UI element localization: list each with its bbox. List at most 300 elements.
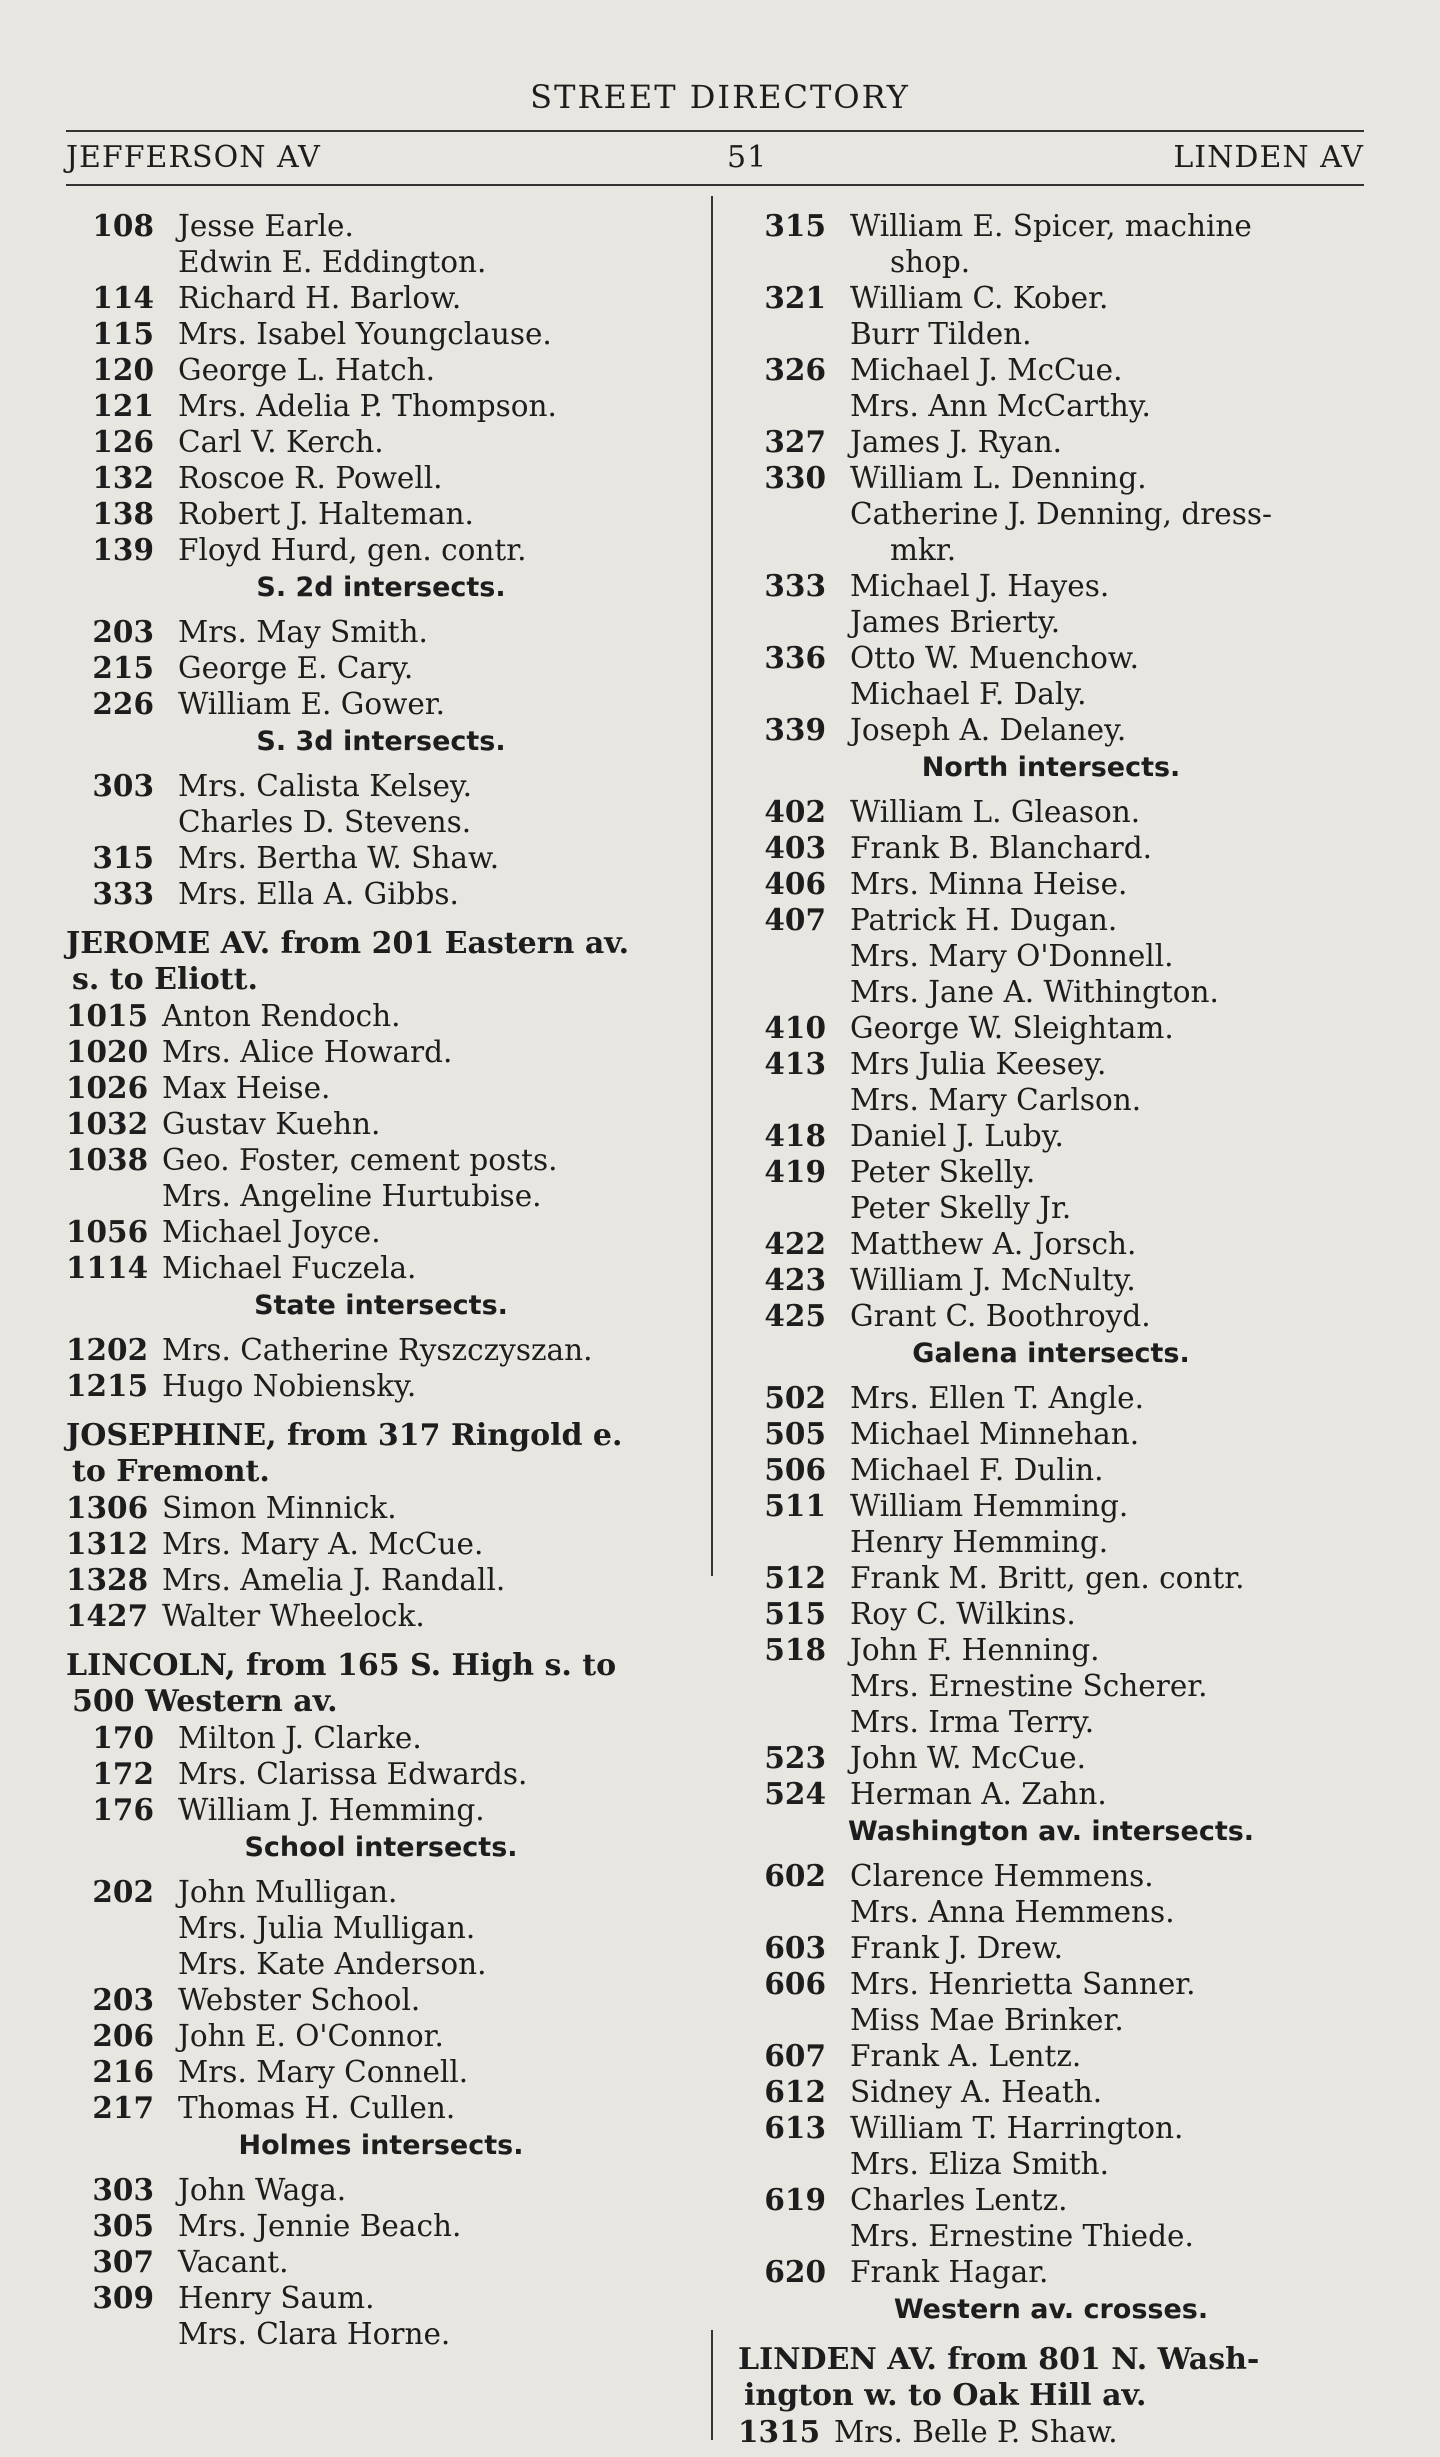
house-number: 511 bbox=[764, 1488, 826, 1523]
house-number: 518 bbox=[764, 1632, 826, 1667]
house-number: 305 bbox=[92, 2208, 154, 2243]
house-number: 1312 bbox=[66, 1526, 149, 1561]
house-number: 422 bbox=[764, 1226, 826, 1261]
resident-name: Joseph A. Delaney. bbox=[850, 713, 1127, 747]
resident-name: Michael J. Hayes. bbox=[850, 569, 1110, 603]
resident-name: Patrick H. Dugan. bbox=[850, 903, 1118, 937]
house-number: 620 bbox=[764, 2254, 826, 2289]
house-number: 215 bbox=[92, 650, 154, 685]
resident-names bbox=[850, 1010, 1364, 1046]
intersection-heading: State intersects. bbox=[254, 1290, 508, 1321]
directory-entry bbox=[738, 460, 1364, 568]
resident-name: Simon Minnick. bbox=[162, 1491, 397, 1525]
resident-name: Sidney A. Heath. bbox=[850, 2075, 1103, 2109]
directory-entry bbox=[738, 1010, 1364, 1046]
directory-entry bbox=[66, 1034, 696, 1070]
directory-entry bbox=[66, 876, 696, 912]
house-number: 1306 bbox=[66, 1490, 149, 1525]
directory-entry bbox=[738, 1046, 1364, 1118]
house-number: 172 bbox=[92, 1756, 154, 1791]
resident-name: Henry Saum. bbox=[178, 2281, 375, 2315]
directory-entry bbox=[738, 1560, 1364, 1596]
directory-entry bbox=[66, 1756, 696, 1792]
directory-entry bbox=[738, 1632, 1364, 1740]
street-heading bbox=[66, 1418, 696, 1490]
directory-entry bbox=[738, 208, 1364, 280]
directory-entry bbox=[738, 2414, 1364, 2450]
resident-names bbox=[162, 1332, 696, 1368]
resident-name: William L. Gleason. bbox=[850, 795, 1141, 829]
house-number: 502 bbox=[764, 1380, 826, 1415]
resident-names bbox=[162, 1562, 696, 1598]
resident-name: Michael J. McCue. bbox=[850, 353, 1123, 387]
resident-names bbox=[850, 794, 1364, 830]
house-number: 226 bbox=[92, 686, 154, 721]
resident-name: George L. Hatch. bbox=[178, 353, 436, 387]
house-number: 418 bbox=[764, 1118, 826, 1153]
house-number: 206 bbox=[92, 2018, 154, 2053]
resident-name: Michael Joyce. bbox=[162, 1215, 381, 1249]
resident-name: shop. bbox=[890, 245, 971, 279]
directory-entry bbox=[66, 2090, 696, 2126]
resident-name: Richard H. Barlow. bbox=[178, 281, 462, 315]
house-number: 1202 bbox=[66, 1332, 149, 1367]
directory-entry bbox=[738, 280, 1364, 352]
resident-name: Mrs. Amelia J. Randall. bbox=[162, 1563, 506, 1597]
house-number: 126 bbox=[92, 424, 154, 459]
directory-entry bbox=[66, 2018, 696, 2054]
resident-names bbox=[178, 1792, 696, 1828]
house-number: 612 bbox=[764, 2074, 826, 2109]
directory-entry bbox=[738, 2182, 1364, 2254]
resident-name: Mrs. Ella A. Gibbs. bbox=[178, 877, 459, 911]
directory-entry bbox=[738, 640, 1364, 712]
resident-name: Mrs. Belle P. Shaw. bbox=[834, 2415, 1118, 2449]
resident-name: William T. Harrington. bbox=[850, 2111, 1184, 2145]
intersection-heading: Western av. crosses. bbox=[893, 2294, 1209, 2325]
house-number: 606 bbox=[764, 1966, 826, 2001]
resident-name: Mrs. Calista Kelsey. bbox=[178, 769, 473, 803]
directory-entry bbox=[66, 840, 696, 876]
resident-name: Mrs. May Smith. bbox=[178, 615, 428, 649]
resident-name: Carl V. Kerch. bbox=[178, 425, 384, 459]
resident-name: John E. O'Connor. bbox=[178, 2019, 444, 2053]
resident-names bbox=[850, 1226, 1364, 1262]
directory-entry bbox=[738, 1966, 1364, 2038]
resident-name: Mrs. Isabel Youngclause. bbox=[178, 317, 552, 351]
house-number: 413 bbox=[764, 1046, 826, 1081]
resident-names bbox=[850, 1966, 1364, 2038]
resident-names bbox=[178, 424, 696, 460]
directory-entry bbox=[738, 2110, 1364, 2182]
column-divider bbox=[711, 196, 713, 1576]
resident-names bbox=[178, 650, 696, 686]
resident-name: Matthew A. Jorsch. bbox=[850, 1227, 1137, 1261]
resident-name: Mrs. Eliza Smith. bbox=[850, 2147, 1109, 2181]
resident-names bbox=[850, 1416, 1364, 1452]
resident-name: Roscoe R. Powell. bbox=[178, 461, 443, 495]
directory-entry bbox=[66, 280, 696, 316]
resident-names bbox=[178, 2208, 696, 2244]
street-heading-line: JOSEPHINE, from 317 Ringold e. bbox=[66, 1418, 623, 1453]
resident-names bbox=[850, 1262, 1364, 1298]
resident-names bbox=[850, 208, 1364, 280]
directory-entry bbox=[66, 316, 696, 352]
header-rule-top bbox=[66, 130, 1364, 132]
resident-names bbox=[162, 1106, 696, 1142]
resident-name: John Mulligan. bbox=[178, 1875, 398, 1909]
intersection-heading: North intersects. bbox=[921, 752, 1181, 783]
resident-names bbox=[850, 1298, 1364, 1334]
resident-names bbox=[850, 712, 1364, 748]
resident-names bbox=[850, 1776, 1364, 1812]
resident-names bbox=[850, 1858, 1364, 1930]
resident-name: William L. Denning. bbox=[850, 461, 1147, 495]
house-number: 1328 bbox=[66, 1562, 149, 1597]
resident-name: Mrs. Henrietta Sanner. bbox=[850, 1967, 1196, 2001]
house-number: 330 bbox=[764, 460, 826, 495]
street-heading-line: LINDEN AV. from 801 N. Wash- bbox=[738, 2342, 1260, 2377]
resident-names bbox=[850, 1154, 1364, 1226]
intersection-heading: S. 3d intersects. bbox=[256, 726, 506, 757]
resident-name: Mrs Julia Keesey. bbox=[850, 1047, 1107, 1081]
resident-name: Michael F. Daly. bbox=[850, 677, 1087, 711]
house-number: 1038 bbox=[66, 1142, 149, 1177]
directory-entry bbox=[738, 1298, 1364, 1334]
resident-names bbox=[850, 1596, 1364, 1632]
directory-entry bbox=[738, 424, 1364, 460]
right-column bbox=[738, 208, 1364, 2450]
resident-names bbox=[178, 1874, 696, 1982]
directory-entry bbox=[738, 902, 1364, 1010]
house-number: 1114 bbox=[66, 1250, 149, 1285]
house-number: 1056 bbox=[66, 1214, 149, 1249]
resident-name: Mrs. Ernestine Thiede. bbox=[850, 2219, 1194, 2253]
page-header bbox=[66, 140, 1364, 175]
house-number: 523 bbox=[764, 1740, 826, 1775]
directory-entry bbox=[66, 208, 696, 280]
resident-names bbox=[850, 1632, 1364, 1740]
resident-name: Mrs. Minna Heise. bbox=[850, 867, 1128, 901]
resident-names bbox=[850, 866, 1364, 902]
resident-name: James J. Ryan. bbox=[850, 425, 1062, 459]
resident-names bbox=[850, 1118, 1364, 1154]
resident-names bbox=[162, 1598, 696, 1634]
resident-name: William J. Hemming. bbox=[178, 1793, 485, 1827]
resident-names bbox=[162, 1214, 696, 1250]
resident-name: Mrs. Irma Terry. bbox=[850, 1705, 1095, 1739]
street-heading-line: 500 Western av. bbox=[72, 1684, 338, 1719]
resident-name: Mrs. Anna Hemmens. bbox=[850, 1895, 1175, 1929]
resident-name: Frank M. Britt, gen. contr. bbox=[850, 1561, 1245, 1595]
intersection-heading: Galena intersects. bbox=[912, 1338, 1190, 1369]
resident-name: George E. Cary. bbox=[178, 651, 414, 685]
resident-names bbox=[162, 1070, 696, 1106]
resident-name: Mrs. Kate Anderson. bbox=[178, 1947, 487, 1981]
resident-name: Mrs. Jennie Beach. bbox=[178, 2209, 462, 2243]
directory-entry bbox=[66, 496, 696, 532]
resident-name: Mrs. Clarissa Edwards. bbox=[178, 1757, 528, 1791]
house-number: 607 bbox=[764, 2038, 826, 2073]
header-left-street: JEFFERSON AV bbox=[66, 140, 321, 175]
resident-names bbox=[850, 830, 1364, 866]
directory-entry bbox=[66, 1598, 696, 1634]
resident-names bbox=[850, 902, 1364, 1010]
house-number: 1026 bbox=[66, 1070, 149, 1105]
resident-names bbox=[178, 316, 696, 352]
resident-name: Daniel J. Luby. bbox=[850, 1119, 1064, 1153]
resident-name: George W. Sleightam. bbox=[850, 1011, 1174, 1045]
house-number: 524 bbox=[764, 1776, 826, 1811]
resident-names bbox=[178, 2090, 696, 2126]
resident-names bbox=[178, 2244, 696, 2280]
directory-entry bbox=[66, 1490, 696, 1526]
house-number: 1215 bbox=[66, 1368, 149, 1403]
street-heading-line: s. to Eliott. bbox=[72, 962, 258, 997]
resident-name: Gustav Kuehn. bbox=[162, 1107, 381, 1141]
resident-name: Mrs. Julia Mulligan. bbox=[178, 1911, 476, 1945]
house-number: 303 bbox=[92, 2172, 154, 2207]
resident-names bbox=[850, 2254, 1364, 2290]
resident-names bbox=[850, 1380, 1364, 1416]
resident-names bbox=[178, 876, 696, 912]
directory-entry bbox=[738, 1380, 1364, 1416]
resident-name: Milton J. Clarke. bbox=[178, 1721, 422, 1755]
directory-entry bbox=[738, 712, 1364, 748]
resident-names bbox=[178, 768, 696, 840]
resident-name: Max Heise. bbox=[162, 1071, 331, 1105]
resident-name: Walter Wheelock. bbox=[162, 1599, 425, 1633]
directory-entry bbox=[738, 1488, 1364, 1560]
directory-entry bbox=[66, 2244, 696, 2280]
house-number: 326 bbox=[764, 352, 826, 387]
house-number: 327 bbox=[764, 424, 826, 459]
directory-entry bbox=[738, 1740, 1364, 1776]
resident-name: Mrs. Alice Howard. bbox=[162, 1035, 453, 1069]
directory-entry bbox=[738, 1930, 1364, 1966]
street-heading-line: to Fremont. bbox=[72, 1454, 270, 1489]
resident-names bbox=[178, 280, 696, 316]
house-number: 1032 bbox=[66, 1106, 149, 1141]
directory-entry bbox=[66, 1720, 696, 1756]
house-number: 505 bbox=[764, 1416, 826, 1451]
house-number: 336 bbox=[764, 640, 826, 675]
resident-names bbox=[850, 568, 1364, 640]
resident-names bbox=[850, 424, 1364, 460]
resident-name: Mrs. Catherine Ryszczyszan. bbox=[162, 1333, 593, 1367]
house-number: 217 bbox=[92, 2090, 154, 2125]
street-heading-line: ington w. to Oak Hill av. bbox=[744, 2378, 1147, 2413]
resident-names bbox=[178, 532, 696, 568]
street-heading-line: JEROME AV. from 201 Eastern av. bbox=[66, 926, 630, 961]
resident-names bbox=[162, 998, 696, 1034]
directory-entry bbox=[66, 650, 696, 686]
intersection-heading: Holmes intersects. bbox=[238, 2130, 524, 2161]
directory-entry bbox=[738, 1226, 1364, 1262]
resident-name: Thomas H. Cullen. bbox=[178, 2091, 456, 2125]
header-right-street: LINDEN AV bbox=[1173, 140, 1364, 175]
directory-entry bbox=[738, 830, 1364, 866]
resident-name: Peter Skelly. bbox=[850, 1155, 1036, 1189]
house-number: 203 bbox=[92, 1982, 154, 2017]
directory-entry bbox=[66, 1982, 696, 2018]
resident-names bbox=[178, 1720, 696, 1756]
resident-name: Floyd Hurd, gen. contr. bbox=[178, 533, 527, 567]
directory-entry bbox=[66, 1070, 696, 1106]
house-number: 333 bbox=[764, 568, 826, 603]
house-number: 423 bbox=[764, 1262, 826, 1297]
resident-name: Charles D. Stevens. bbox=[178, 805, 472, 839]
resident-name: Catherine J. Denning, dress- bbox=[850, 497, 1273, 531]
resident-name: Michael Minnehan. bbox=[850, 1417, 1140, 1451]
resident-name: John F. Henning. bbox=[850, 1633, 1100, 1667]
resident-names bbox=[850, 1740, 1364, 1776]
resident-names bbox=[850, 640, 1364, 712]
resident-names bbox=[850, 2074, 1364, 2110]
resident-names bbox=[850, 280, 1364, 352]
resident-names bbox=[850, 1560, 1364, 1596]
resident-names bbox=[162, 1034, 696, 1070]
directory-entry bbox=[738, 2038, 1364, 2074]
directory-entry bbox=[738, 1262, 1364, 1298]
column-divider-lower bbox=[711, 2330, 713, 2440]
resident-name: John Waga. bbox=[178, 2173, 347, 2207]
resident-name: Mrs. Jane A. Withington. bbox=[850, 975, 1219, 1009]
resident-names bbox=[162, 1142, 696, 1214]
resident-names bbox=[178, 840, 696, 876]
house-number: 339 bbox=[764, 712, 826, 747]
resident-name: William Hemming. bbox=[850, 1489, 1129, 1523]
resident-name: Herman A. Zahn. bbox=[850, 1777, 1107, 1811]
resident-names bbox=[178, 686, 696, 722]
directory-entry bbox=[66, 686, 696, 722]
resident-names bbox=[178, 2054, 696, 2090]
resident-name: William E. Gower. bbox=[178, 687, 446, 721]
left-column bbox=[66, 208, 696, 2352]
resident-name: mkr. bbox=[890, 533, 957, 567]
directory-entry bbox=[66, 2208, 696, 2244]
house-number: 121 bbox=[92, 388, 154, 423]
resident-name: Henry Hemming. bbox=[850, 1525, 1109, 1559]
directory-entry bbox=[738, 1452, 1364, 1488]
resident-names bbox=[178, 208, 696, 280]
directory-entry bbox=[738, 1858, 1364, 1930]
resident-name: Frank A. Lentz. bbox=[850, 2039, 1082, 2073]
resident-names bbox=[178, 2172, 696, 2208]
directory-entry bbox=[738, 1118, 1364, 1154]
house-number: 410 bbox=[764, 1010, 826, 1045]
directory-entry bbox=[66, 424, 696, 460]
resident-names bbox=[850, 1488, 1364, 1560]
directory-entry bbox=[738, 2254, 1364, 2290]
house-number: 1427 bbox=[66, 1598, 149, 1633]
resident-name: Mrs. Mary A. McCue. bbox=[162, 1527, 484, 1561]
house-number: 176 bbox=[92, 1792, 154, 1827]
directory-entry bbox=[738, 1416, 1364, 1452]
directory-entry bbox=[66, 1368, 696, 1404]
resident-name: Burr Tilden. bbox=[850, 317, 1032, 351]
resident-name: Roy C. Wilkins. bbox=[850, 1597, 1076, 1631]
resident-name: Webster School. bbox=[178, 1983, 421, 2017]
resident-names bbox=[850, 352, 1364, 424]
directory-entry bbox=[738, 794, 1364, 830]
resident-name: Mrs. Ann McCarthy. bbox=[850, 389, 1151, 423]
resident-name: Mrs. Mary O'Donnell. bbox=[850, 939, 1174, 973]
directory-entry bbox=[66, 1250, 696, 1286]
resident-name: Frank Hagar. bbox=[850, 2255, 1049, 2289]
directory-entry bbox=[66, 1106, 696, 1142]
resident-name: William C. Kober. bbox=[850, 281, 1109, 315]
resident-names bbox=[178, 2018, 696, 2054]
resident-name: Mrs. Angeline Hurtubise. bbox=[162, 1179, 542, 1213]
directory-entry bbox=[738, 1596, 1364, 1632]
house-number: 619 bbox=[764, 2182, 826, 2217]
directory-entry bbox=[738, 568, 1364, 640]
resident-names bbox=[178, 614, 696, 650]
resident-name: Mrs. Bertha W. Shaw. bbox=[178, 841, 500, 875]
house-number: 403 bbox=[764, 830, 826, 865]
house-number: 333 bbox=[92, 876, 154, 911]
house-number: 506 bbox=[764, 1452, 826, 1487]
directory-entry bbox=[738, 1154, 1364, 1226]
directory-entry bbox=[66, 2054, 696, 2090]
house-number: 419 bbox=[764, 1154, 826, 1189]
directory-entry bbox=[66, 1142, 696, 1214]
house-number: 1015 bbox=[66, 998, 149, 1033]
house-number: 603 bbox=[764, 1930, 826, 1965]
house-number: 203 bbox=[92, 614, 154, 649]
directory-entry bbox=[66, 2280, 696, 2352]
directory-entry bbox=[66, 998, 696, 1034]
intersection-heading: School intersects. bbox=[244, 1832, 518, 1863]
resident-names bbox=[850, 2182, 1364, 2254]
resident-name: Mrs. Mary Connell. bbox=[178, 2055, 469, 2089]
resident-name: Grant C. Boothroyd. bbox=[850, 1299, 1151, 1333]
resident-name: Michael F. Dulin. bbox=[850, 1453, 1104, 1487]
resident-names bbox=[850, 460, 1364, 568]
directory-entry bbox=[738, 1776, 1364, 1812]
resident-names bbox=[850, 1046, 1364, 1118]
resident-name: Anton Rendoch. bbox=[162, 999, 401, 1033]
resident-names bbox=[178, 388, 696, 424]
resident-names bbox=[178, 496, 696, 532]
resident-name: Jesse Earle. bbox=[178, 209, 354, 243]
house-number: 307 bbox=[92, 2244, 154, 2279]
house-number: 115 bbox=[92, 316, 154, 351]
house-number: 138 bbox=[92, 496, 154, 531]
resident-name: William E. Spicer, machine bbox=[850, 209, 1252, 243]
house-number: 321 bbox=[764, 280, 826, 315]
resident-name: Clarence Hemmens. bbox=[850, 1859, 1154, 1893]
resident-name: Mrs. Adelia P. Thompson. bbox=[178, 389, 557, 423]
resident-names bbox=[834, 2414, 1364, 2450]
resident-name: Mrs. Ernestine Scherer. bbox=[850, 1669, 1208, 1703]
directory-entry bbox=[66, 768, 696, 840]
house-number: 132 bbox=[92, 460, 154, 495]
directory-entry bbox=[738, 352, 1364, 424]
resident-names bbox=[162, 1368, 696, 1404]
directory-entry bbox=[66, 1332, 696, 1368]
resident-names bbox=[162, 1250, 696, 1286]
house-number: 406 bbox=[764, 866, 826, 901]
street-heading bbox=[66, 926, 696, 998]
house-number: 425 bbox=[764, 1298, 826, 1333]
resident-name: Frank J. Drew. bbox=[850, 1931, 1064, 1965]
house-number: 315 bbox=[92, 840, 154, 875]
resident-name: Michael Fuczela. bbox=[162, 1251, 417, 1285]
directory-entry bbox=[738, 2074, 1364, 2110]
house-number: 216 bbox=[92, 2054, 154, 2089]
